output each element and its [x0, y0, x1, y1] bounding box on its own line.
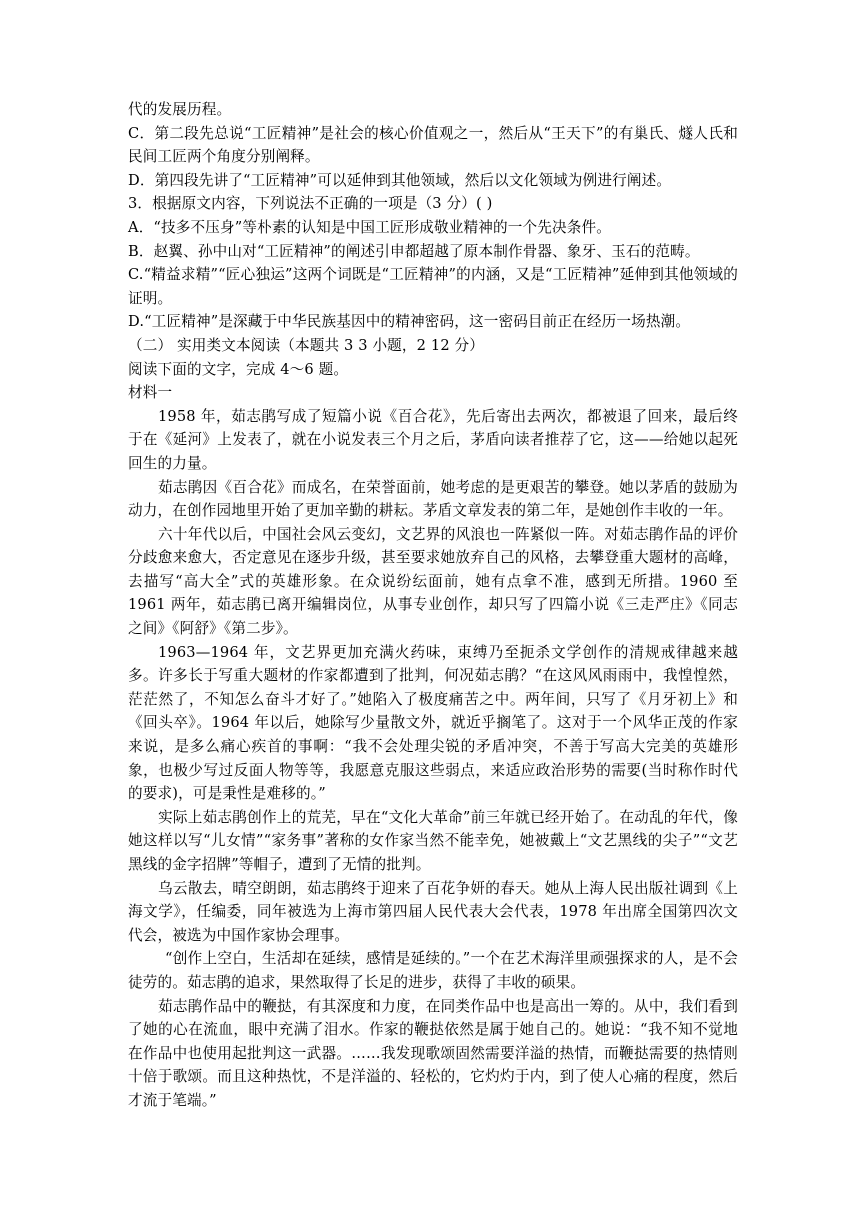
option-c: C.“精益求精”“匠心独运”这两个词既是“工匠精神”的内涵，又是“工匠精神”延伸到其他领域的证明。 [128, 266, 738, 307]
option-c-structure: C．第二段先总说“工匠精神”是社会的核心价值观之一，然后从“王天下”的有巢氏、燧人氏和民间工匠两个角度分别阐释。 [128, 124, 738, 166]
paragraph: 茹志鹃作品中的鞭挞，有其深度和力度，在同类作品中也是高出一筹的。从中，我们看到了她的心在流血，眼中充满了泪水。作家的鞭挞依然是属于她自己的。她说：“我不知不觉地在作品中也使用起批判这一武器。……我发现歌颂固然需要洋溢的热情，而鞭挞需要的热情则十倍于歌颂。而且这种热忱，不是洋溢的、轻松的，它灼灼于内，到了使人心痛的程度，然后才流于笔端。” [128, 997, 738, 1109]
question-3: 3．根据原文内容，下列说法不正确的一项是（3 分）( ) [128, 195, 493, 213]
section-heading: （二） 实用类文本阅读（本题共 3 3 小题，2 12 分） [128, 336, 485, 354]
option-d: D.“工匠精神”是深藏于中华民族基因中的精神密码，这一密码目前正在经历一场热潮。 [128, 313, 691, 331]
option-a: A．“技多不压身”等朴素的认知是中国工匠形成敬业精神的一个先决条件。 [128, 218, 611, 236]
paragraph: 茹志鹃因《百合花》而成名，在荣誉面前，她考虑的是更艰苦的攀登。她以茅盾的鼓励为动力，在创作园地里开始了更加辛勤的耕耘。茅盾文章发表的第二年，是她创作丰收的一年。 [128, 478, 738, 520]
paragraph: 六十年代以后，中国社会风云变幻，文艺界的风浪也一阵紧似一阵。对茹志鹃作品的评价分歧愈来愈大，否定意见在逐步升级，甚至要求她放弃自己的风格，去攀登重大题材的高峰，去描写“高大全”式的英雄形象。在众说纷纭面前，她有点拿不准，感到无所措。1960 至 1961 两年，茹志鹃已离开编辑岗位，从事专业创作，却只写了四篇小说《三走严庄》《同志之间》《阿舒》《第二步》。 [128, 525, 738, 638]
reading-instruction: 阅读下面的文字，完成 4～6 题。 [128, 360, 349, 378]
paragraph: 乌云散去，晴空朗朗，茹志鹃终于迎来了百花争妍的春天。她从上海人民出版社调到《上海文学》，任编委，同年被选为上海市第四届人民代表大会代表，1978 年出席全国第四次文代会，被选为中国作家协会理事。 [128, 879, 738, 944]
paragraph: “创作上空白，生活却在延续，感情是延续的。”一个在艺术海洋里顽强探求的人，是不会徒劳的。茹志鹃的追求，果然取得了长足的进步，获得了丰收的硕果。 [128, 950, 738, 991]
text-line: 代的发展历程。 [128, 101, 232, 118]
option-d-structure: D．第四段先讲了“工匠精神”可以延伸到其他领域，然后以文化领域为例进行阐述。 [128, 171, 672, 189]
material-title: 材料一 [128, 384, 173, 402]
document-page [128, 98, 738, 1113]
paragraph: 实际上茹志鹃创作上的荒芜，早在“文化大革命”前三年就已经开始了。在动乱的年代，像她这样以写“儿女情”“家务事”著称的女作家当然不能幸免，她被戴上“文艺黑线的尖子”“文艺黑线的金字招牌”等帽子，遭到了无情的批判。 [128, 808, 738, 873]
paragraph: 1958 年，茹志鹃写成了短篇小说《百合花》，先后寄出去两次，都被退了回来，最后终于在《延河》上发表了，就在小说发表三个月之后，茅盾向读者推荐了它，这——给她以起死回生的力量。 [128, 407, 738, 472]
option-b: B．赵翼、孙中山对“工匠精神”的阐述引申都超越了原本制作骨器、象牙、玉石的范畴。 [128, 242, 700, 260]
paragraph: 1963—1964 年，文艺界更加充满火药味，束缚乃至扼杀文学创作的清规戒律越来越多。许多长于写重大题材的作家都遭到了批判，何况茹志鹃？“在这风风雨雨中，我惶惶然，茫茫然了，不知怎么奋斗才好了。”她陷入了极度痛苦之中。两年间，只写了《月牙初上》和《回头卒》。1964 年以后，她除写少量散文外，就近乎搁笔了。这对于一个风华正茂的作家来说，是多么痛心疾首的事啊：“我不会处理尖锐的矛盾冲突，不善于写高大完美的英雄形象，也极少写过反面人物等等，我愿意克服这些弱点，来适应政治形势的需要(当时称作时代的要求)，可是秉性是难移的。” [128, 643, 738, 803]
